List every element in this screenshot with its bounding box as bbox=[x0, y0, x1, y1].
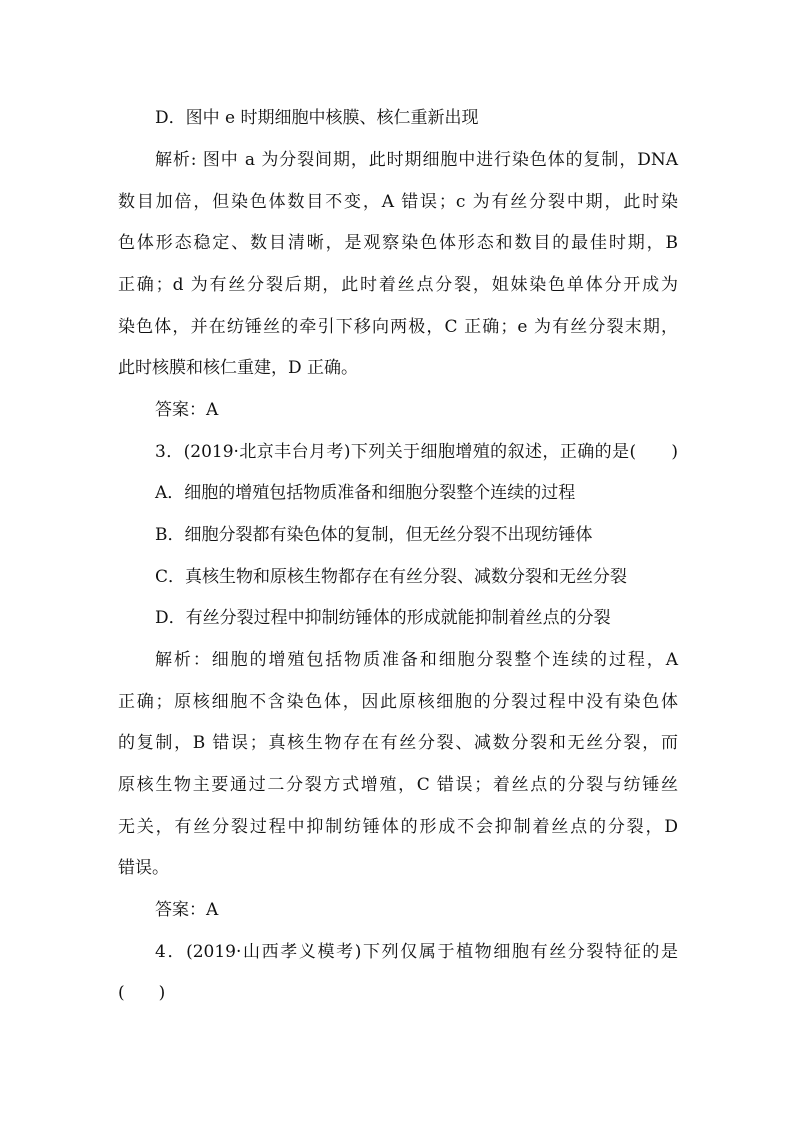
q3-analysis-line-4: 原核生物主要通过二分裂方式增殖，C 错误；着丝点的分裂与纺锤丝 bbox=[118, 775, 678, 795]
q3-analysis-line-3: 的复制，B 错误；真核生物存在有丝分裂、减数分裂和无丝分裂，而 bbox=[118, 733, 678, 753]
q4-stem-line-2: ( ) bbox=[118, 983, 166, 1003]
q2-analysis-line-4: 正确；d 为有丝分裂后期，此时着丝点分裂，姐妹染色单体分开成为 bbox=[118, 275, 678, 295]
q3-option-d: D．有丝分裂过程中抑制纺锤体的形成就能抑制着丝点的分裂 bbox=[155, 608, 611, 628]
q3-analysis-line-6: 错误。 bbox=[118, 858, 169, 878]
q3-option-b: B．细胞分裂都有染色体的复制，但无丝分裂不出现纺锤体 bbox=[155, 525, 593, 545]
q2-analysis-line-6: 此时核膜和核仁重建，D 正确。 bbox=[118, 358, 359, 378]
q2-analysis-line-2: 数目加倍，但染色体数目不变，A 错误；c 为有丝分裂中期，此时染 bbox=[118, 192, 678, 212]
q2-option-d: D．图中 e 时期细胞中核膜、核仁重新出现 bbox=[155, 108, 479, 128]
q3-analysis-line-5: 无关，有丝分裂过程中抑制纺锤体的形成不会抑制着丝点的分裂，D bbox=[118, 817, 678, 837]
q3-analysis-line-2: 正确；原核细胞不含染色体，因此原核细胞的分裂过程中没有染色体 bbox=[118, 692, 678, 712]
q2-answer: 答案：A bbox=[155, 400, 219, 420]
q2-analysis-line-5: 染色体，并在纺锤丝的牵引下移向两极，C 正确；e 为有丝分裂末期， bbox=[118, 317, 678, 337]
q4-stem-line-1: 4．(2019·山西孝义模考)下列仅属于植物细胞有丝分裂特征的是 bbox=[155, 942, 678, 962]
q3-answer: 答案：A bbox=[155, 900, 219, 920]
q2-analysis-line-1: 解析: 图中 a 为分裂间期，此时期细胞中进行染色体的复制，DNA bbox=[155, 150, 678, 170]
q3-analysis-line-1: 解析：细胞的增殖包括物质准备和细胞分裂整个连续的过程，A bbox=[155, 650, 678, 670]
q3-option-a: A．细胞的增殖包括物质准备和细胞分裂整个连续的过程 bbox=[155, 483, 576, 503]
q2-analysis-line-3: 色体形态稳定、数目清晰，是观察染色体形态和数目的最佳时期，B bbox=[118, 233, 678, 253]
q3-stem: 3．(2019·北京丰台月考)下列关于细胞增殖的叙述，正确的是( ) bbox=[155, 442, 678, 462]
q3-option-c: C．真核生物和原核生物都存在有丝分裂、减数分裂和无丝分裂 bbox=[155, 567, 628, 587]
